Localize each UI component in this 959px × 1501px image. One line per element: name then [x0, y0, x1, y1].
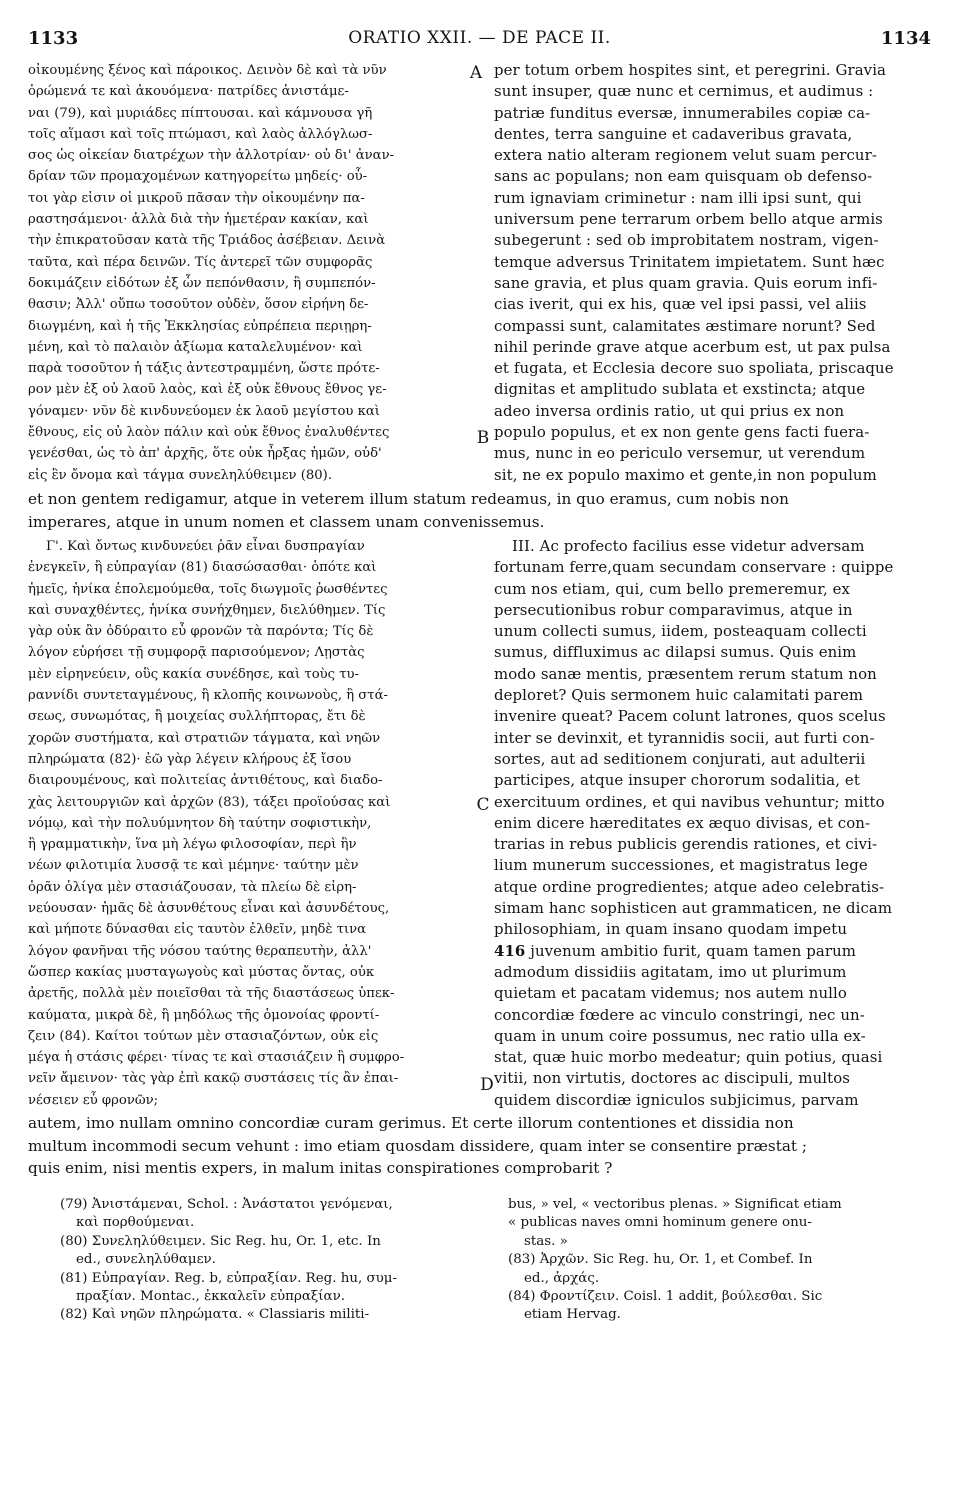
- text-line: καύματα, μικρὰ δὲ, ἢ μηδόλως τῆς ὁμονοίας φροντί-: [28, 1007, 380, 1023]
- text-line: χορῶν συστήματα, καὶ στρατιῶν τάγματα, καὶ νηῶν: [28, 730, 381, 746]
- text-line: deploret? Quis sermonem huic calamitati parem: [494, 686, 864, 705]
- text-line: simam hanc sophisticen aut grammaticen, ne dicam: [494, 899, 893, 918]
- text-line: invenire queat? Pacem colunt latrones, quos scelus: [494, 707, 886, 726]
- running-header: [28, 28, 931, 54]
- margin-mark-d: D: [480, 1075, 494, 1095]
- text-line: et fugata, et Ecclesia decore suo spoliata, priscaque: [494, 359, 894, 378]
- greek-column-1: [28, 60, 480, 486]
- text-line: παρὰ τοσοῦτον ἡ τάξις ἀντεστραμμένη, ὥστε πρότε-: [28, 361, 380, 377]
- text-line: (82) Καὶ νηῶν πληρώματα. « Classiaris militi-: [60, 1307, 370, 1323]
- text-line: III. Ac profecto facilius esse videtur adversam: [512, 537, 865, 555]
- text-line: unum collecti sumus, iidem, posteaquam collecti: [494, 622, 867, 641]
- text-line: σεως, συνωμότας, ἢ μοιχείας συλλήπτορας, ἔτι δὲ: [28, 709, 366, 725]
- text-line: πληρώματα (82)· ἐῶ γὰρ λέγειν κλήρους ἐξ ἴσου: [28, 751, 352, 767]
- text-line: δοκιμάζειν εἰδότων ἐξ ὧν πεπόνθασιν, ἢ συμπεπόν-: [28, 275, 376, 291]
- text-line: populo populus, et ex non gente gens facti fuera-: [494, 423, 870, 442]
- text-line: λόγον φανῆναι τῆς νόσου ταύτης θεραπευτὴν, ἀλλ': [28, 943, 372, 959]
- text-line: stat, quæ huic morbo medeatur; quin potius, quasi: [494, 1048, 883, 1067]
- text-line: per totum orbem hospites sint, et peregrini. Gravia: [494, 61, 887, 79]
- text-line: διαιρουμένους, καὶ πολιτείας ἀντιθέτους, καὶ διαδο-: [28, 773, 383, 789]
- text-line: ἀρετῆς, πολλὰ μὲν ποιεῖσθαι τὰ τῆς διαστάσεως ὑπεκ-: [28, 986, 395, 1002]
- text-line: (80) Συνεληλύθειμεν. Sic Reg. hu, Or. 1, etc. In: [60, 1233, 381, 1249]
- text-line: νόμῳ, καὶ τὴν πολυύμνητον δὴ ταύτην σοφιστικὴν,: [28, 815, 372, 831]
- text-line: Γ'. Καὶ ὄντως κινδυνεύει ῥᾶν εἶναι δυσπραγίαν: [46, 539, 365, 554]
- column-marker: 416: [494, 941, 526, 960]
- text-line: exercituum ordines, et qui navibus vehuntur; mitto: [494, 792, 885, 811]
- text-line: stas. »: [524, 1233, 568, 1249]
- latin-column-2: [494, 536, 934, 1111]
- text-line: enim dicere hæreditates ex æquo divisas, et con-: [494, 813, 871, 832]
- text-line: γὰρ οὐκ ἂν ὀδύραιτο εὖ φρονῶν τὰ παρόντα; Τίς δὲ: [28, 624, 374, 640]
- text-line-body: juvenum ambitio furit, quam tamen parum: [530, 941, 856, 960]
- text-line: μὲν εἰρηνεύειν, οὓς κακία συνέδησε, καὶ τοὺς τυ-: [28, 666, 360, 682]
- text-line: modo sanæ mentis, præsentem rerum statum non: [494, 664, 877, 683]
- text-line: ζειν (84). Καίτοι τούτων μὲν στασιαζόντων, οὐκ εἰς: [28, 1028, 379, 1044]
- text-line: fortunam ferre,quam secundam conservare : quippe: [494, 558, 894, 577]
- text-line: quidem discordiæ igniculos subjicimus, parvam: [494, 1090, 859, 1109]
- text-line: quam in unum coire possumus, nec ratio ulla ex-: [494, 1026, 866, 1045]
- text-line: autem, imo nullam omnino concordiæ curam gerimus. Et certe illorum contentiones et dissidia non: [28, 1114, 794, 1132]
- text-line: participes, atque insuper chororum sodalitia, et: [494, 771, 860, 790]
- text-line: οἰκουμένης ξένος καὶ πάροικος. Δεινὸν δὲ καὶ τὰ νῦν: [28, 63, 387, 78]
- text-line: ρον μὲν ἐξ οὐ λαοῦ λαὸς, καὶ ἐξ οὐκ ἔθνους ἔθνος γε-: [28, 382, 387, 398]
- text-line: τοῖς αἵμασι καὶ τοῖς πτώμασι, καὶ λαὸς ἀλλόγλωσ-: [28, 126, 373, 142]
- margin-mark-c: C: [476, 795, 490, 815]
- text-line: νεύουσαν· ἡμᾶς δὲ ἀσυνθέτους εἶναι καὶ ἀσυνδέτους,: [28, 901, 390, 917]
- text-line: (79) Ἀνιστάμεναι, Schol. : Ἀνάστατοι γενόμεναι,: [60, 1197, 393, 1212]
- text-line: ραννίδι συντεταγμένους, ἢ κλοπῆς κοινωνοὺς, ἢ στά-: [28, 688, 388, 704]
- text-line: εἰς ἓν ὄνομα καὶ τάγμα συνεληλύθειμεν (80).: [28, 467, 333, 483]
- text-line: ed., συνεληλύθαμεν.: [76, 1252, 216, 1268]
- text-line: sortes, aut ad seditionem conjurati, aut adulterii: [494, 749, 866, 768]
- text-line: extera natio alteram regionem velut suam percur-: [494, 146, 877, 165]
- margin-mark-a: A: [469, 63, 483, 83]
- text-line: θασιν; Ἀλλ' οὔπω τοσοῦτον οὐδὲν, ὅσον εἰρήνη δε-: [28, 297, 369, 313]
- text-line: ὁρώμενά τε καὶ ἀκουόμενα· πατρίδες ἀνιστάμε-: [28, 84, 349, 100]
- text-line: καὶ πορθούμεναι.: [76, 1215, 195, 1231]
- text-line: nihil perinde grave atque acerbum est, ut pax pulsa: [494, 337, 891, 356]
- text-line: persecutionibus robur comparavimus, atque in: [494, 600, 853, 619]
- text-line: sunt insuper, quæ nunc et cernimus, et audimus :: [494, 82, 874, 101]
- text-line: ταῦτα, καὶ πέρα δεινῶν. Τίς ἀντερεῖ τῶν συμφορᾶς: [28, 254, 373, 270]
- text-line: multum incommodi secum vehunt : imo etiam quosdam dissidere, quam inter se consentire præstat ;: [28, 1136, 807, 1155]
- text-line: sit, ne ex populo maximo et gente,in non populum: [494, 465, 877, 484]
- text-line: rum ignaviam criminetur : nam illi ipsi sunt, qui: [494, 188, 862, 207]
- text-line: subegerunt : sed ob improbitatem nostram, vigen-: [494, 231, 879, 250]
- text-line: compassi sunt, calamitates æstimare norunt? Sed: [494, 316, 876, 335]
- text-line: (83) Ἀρχῶν. Sic Reg. hu, Or. 1, et Combef. In: [508, 1252, 813, 1268]
- column-number-right: 1134: [880, 28, 931, 49]
- text-line: imperares, atque in unum nomen et classem unam convenissemus.: [28, 512, 545, 531]
- text-line: sans ac populans; non eam quisquam ob defenso-: [494, 167, 873, 186]
- text-line: sumus, diffluximus ac dilapsi sumus. Quis enim: [494, 643, 857, 662]
- text-line: universum pene terrarum orbem bello atque armis: [494, 210, 883, 229]
- text-line: νεῖν ἄμεινον· τὰς γὰρ ἐπὶ κακῷ συστάσεις τίς ἂν ἐπαι-: [28, 1071, 399, 1087]
- text-line: καὶ συναχθέντες, ἡνίκα συνήχθημεν, διελύθημεν. Τίς: [28, 602, 386, 618]
- text-line: mus, nunc in eo periculo versemur, ut verendum: [494, 444, 866, 463]
- text-line: cum nos etiam, qui, cum bello premeremur, ex: [494, 579, 851, 598]
- text-line: atque ordine progredientes; atque adeo celebratis-: [494, 877, 885, 896]
- text-line: (84) Φροντίζειν. Coisl. 1 addit, βούλεσθαι. Sic: [508, 1288, 823, 1304]
- text-line: ed., ἀρχάς.: [524, 1270, 600, 1286]
- latin-fullwidth-2: [28, 1112, 934, 1180]
- text-line: lium munerum successiones, et magistratus lege: [494, 856, 868, 875]
- footnotes-left: [60, 1196, 480, 1325]
- text-line: dentes, terra sanguine et cadaveribus gravata,: [494, 124, 853, 143]
- text-line: etiam Hervag.: [524, 1307, 621, 1323]
- text-line: καὶ μήποτε δύνασθαι εἰς ταυτὸν ἐλθεῖν, μηδὲ τινα: [28, 922, 367, 938]
- text-line: temque adversus Trinitatem impietatem. Sunt hæc: [494, 252, 885, 271]
- text-line: ραστησάμενοι· ἀλλὰ διὰ τὴν ἡμετέραν κακίαν, καὶ: [28, 212, 369, 228]
- text-line: χὰς λειτουργιῶν καὶ ἀρχῶν (83), τάξει προϊούσας καὶ: [28, 794, 391, 810]
- text-line: ὁρᾶν ὀλίγα μὲν στασιάζουσαν, τὰ πλείω δὲ εἰρη-: [28, 879, 357, 895]
- text-line: bus, » vel, « vectoribus plenas. » Significat etiam: [508, 1197, 842, 1212]
- text-line: ἡμεῖς, ἡνίκα ἐπολεμούμεθα, τοῖς διωγμοῖς ῥωσθέντες: [28, 581, 388, 597]
- footnotes-right: [508, 1196, 934, 1325]
- text-line: τοι γὰρ εἰσιν οἱ μικροῦ πᾶσαν τὴν οἰκουμένην πα-: [28, 190, 365, 206]
- text-line: « publicas naves omni hominum genere onu-: [508, 1215, 812, 1231]
- text-line: quietam et pacatam videmus; nos autem nullo: [494, 984, 847, 1003]
- text-line: vitii, non virtutis, doctores ac discipuli, multos: [494, 1069, 851, 1088]
- text-line: quis enim, nisi mentis expers, in malum initas conspirationes comprobarit ?: [28, 1159, 613, 1177]
- text-line: ἢ γραμματικὴν, ἵνα μὴ λέγω φιλοσοφίαν, περὶ ἣν: [28, 837, 357, 853]
- text-line: dignitas et amplitudo sublata et exstincta; atque: [494, 380, 866, 399]
- text-line: ἔθνους, εἰς οὐ λαὸν πάλιν καὶ οὐκ ἔθνος ἐναλυθέντες: [28, 425, 390, 441]
- text-line: cias iverit, qui ex his, quæ vel ipsi passi, vel aliis: [494, 295, 867, 314]
- text-line: μένη, καὶ τὸ παλαιὸν ἀξίωμα καταλελυμένον· καὶ: [28, 339, 363, 355]
- text-line: σος ὡς οἰκείαν διατρέχων τὴν ἀλλοτρίαν· οὐ δι' ἀναν-: [28, 148, 395, 164]
- margin-mark-b: B: [476, 428, 490, 448]
- text-line: et non gentem redigamur, atque in veterem illum statum redeamus, in quo eramus, cum nobis non: [28, 490, 789, 508]
- text-line: trarias in rebus publicis gerendis rationes, et civi-: [494, 835, 878, 854]
- text-line: νέσειεν εὖ φρονῶν;: [28, 1092, 159, 1108]
- text-line: ναι (79), καὶ μυριάδες πίπτουσαι. καὶ κάμνουσα γῆ: [28, 105, 373, 121]
- latin-column-1: [494, 60, 934, 486]
- text-line: admodum dissidiis agitatam, imo ut plurimum: [494, 962, 847, 981]
- text-line: patriæ funditus eversæ, innumerabiles copiæ ca-: [494, 103, 871, 122]
- latin-fullwidth-1: [28, 488, 934, 533]
- running-title: ORATIO XXII. — DE PACE II.: [348, 28, 611, 48]
- text-line: adeo inversa ordinis ratio, ut qui prius ex non: [494, 401, 845, 420]
- text-line: διωγμένη, καὶ ἡ τῆς Ἐκκλησίας εὐπρέπεια περιῃρη-: [28, 318, 372, 334]
- text-line: ὥσπερ κακίας μυσταγωγοὺς καὶ μύστας ὄντας, οὐκ: [28, 964, 375, 980]
- column-number-left: 1133: [28, 28, 79, 49]
- text-line: γόναμεν· νῦν δὲ κινδυνεύομεν ἐκ λαοῦ μεγίστου καὶ: [28, 403, 380, 419]
- text-line: ἐνεγκεῖν, ἢ εὐπραγίαν (81) διασώσασθαι· ὁπότε καὶ: [28, 560, 377, 576]
- text-line: [494, 941, 934, 962]
- text-line: νέων φιλοτιμία λυσσᾷ τε καὶ μέμηνε· ταύτην μὲν: [28, 858, 359, 874]
- text-line: (81) Εὐπραγίαν. Reg. b, εὐπραξίαν. Reg. hu, συμ-: [60, 1270, 397, 1286]
- text-line: sane gravia, et plus quam gravia. Quis eorum infi-: [494, 273, 878, 292]
- text-line: inter se devinxit, et tyrannidis socii, aut furti con-: [494, 728, 875, 747]
- text-line: τὴν ἐπικρατοῦσαν κατὰ τῆς Τριάδος ἀσέβειαν. Δεινὰ: [28, 233, 386, 249]
- text-line: δρίαν τῶν προμαχομένων κατηγορείτω μηδείς· οὗ-: [28, 169, 368, 185]
- text-line: philosophiam, in quam insano quodam impetu: [494, 920, 848, 939]
- text-line: λόγον εὑρήσει τῇ συμφορᾷ παρισούμενον; Λῃστὰς: [28, 645, 365, 661]
- text-line: concordiæ fœdere ac vinculo constringi, nec un-: [494, 1005, 865, 1024]
- text-line: πραξίαν. Montac., ἐκκαλεῖν εὐπραξίαν.: [76, 1288, 345, 1304]
- text-line: μέγα ἡ στάσις φέρει· τίνας τε καὶ στασιάζειν ἢ συμφρο-: [28, 1050, 405, 1066]
- text-line: γενέσθαι, ὡς τὸ ἀπ' ἀρχῆς, ὅτε οὐκ ἦρξας ἡμῶν, οὐδ': [28, 446, 382, 462]
- greek-column-2: [28, 536, 480, 1111]
